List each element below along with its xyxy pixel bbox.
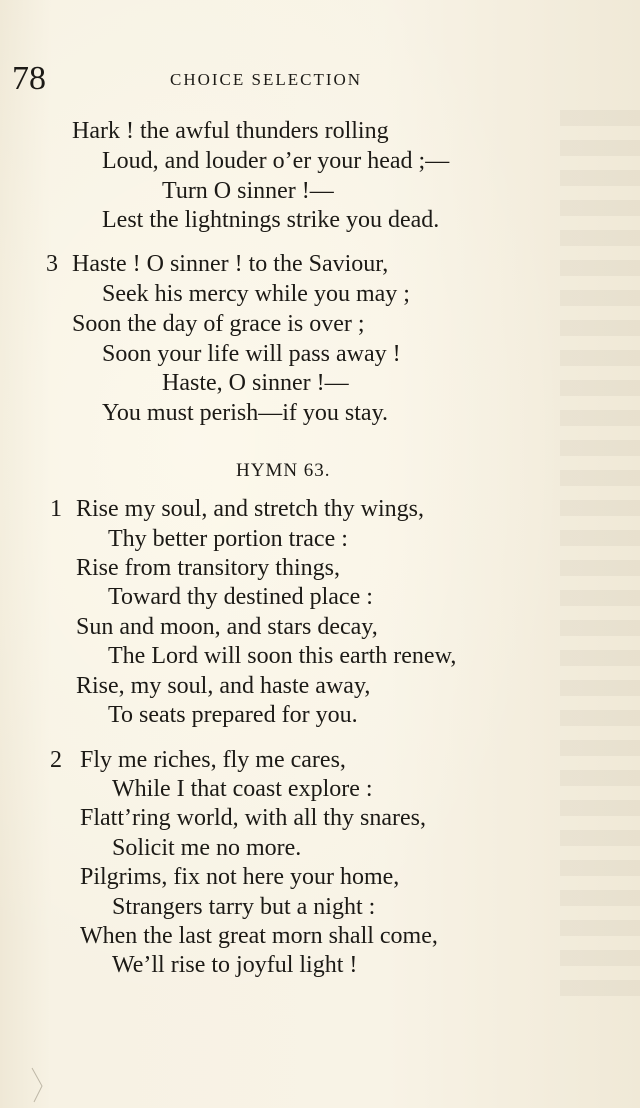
- page-header: [0, 58, 640, 98]
- verse-line: Loud, and louder o’er your head ;—: [102, 148, 450, 174]
- verse-line: Sun and moon, and stars decay,: [76, 614, 378, 640]
- verse-line: Soon the day of grace is over ;: [72, 311, 365, 337]
- verse-line: Lest the lightnings strike you dead.: [102, 207, 440, 233]
- verse-line: Pilgrims, fix not here your home,: [80, 864, 400, 890]
- running-head: CHOICE SELECTION: [170, 70, 363, 89]
- verse-line: Haste, O sinner !—: [162, 370, 349, 396]
- page-number: 78: [12, 60, 46, 97]
- verse-line: Turn O sinner !—: [162, 178, 334, 204]
- verse-line: Fly me riches, fly me cares,: [80, 747, 346, 773]
- verse-line: Soon your life will pass away !: [102, 341, 401, 367]
- verse-line: While I that coast explore :: [112, 776, 373, 802]
- verse-line: Strangers tarry but a night :: [112, 894, 376, 920]
- verse-line: Rise from transitory things,: [76, 555, 340, 581]
- verse-number: 3: [46, 251, 58, 277]
- verse-line: When the last great morn shall come,: [80, 923, 438, 949]
- verse-line: You must perish—if you stay.: [102, 400, 389, 426]
- verse-line: Solicit me no more.: [112, 835, 302, 861]
- bleed-through-texture: [560, 110, 640, 1010]
- verse-line: Rise my soul, and stretch thy wings,: [76, 496, 424, 522]
- verse-line: Flatt’ring world, with all thy snares,: [80, 805, 426, 831]
- verse-line: Thy better portion trace :: [108, 526, 348, 552]
- verse-line: Seek his mercy while you may ;: [102, 281, 410, 307]
- verse-line: Rise, my soul, and haste away,: [76, 673, 371, 699]
- verse-line: The Lord will soon this earth renew,: [108, 643, 457, 669]
- verse-line: To seats prepared for you.: [108, 702, 358, 728]
- verse-number: 2: [50, 747, 62, 773]
- hymn-title: HYMN 63.: [236, 460, 331, 481]
- verse-line: Toward thy destined place :: [108, 584, 373, 610]
- page-corner-mark: [28, 1066, 48, 1106]
- verse-line: Hark ! the awful thunders rolling: [72, 118, 389, 144]
- verse-line: We’ll rise to joyful light !: [112, 952, 358, 978]
- verse-line: Haste ! O sinner ! to the Saviour,: [72, 251, 389, 277]
- verse-number: 1: [50, 496, 62, 522]
